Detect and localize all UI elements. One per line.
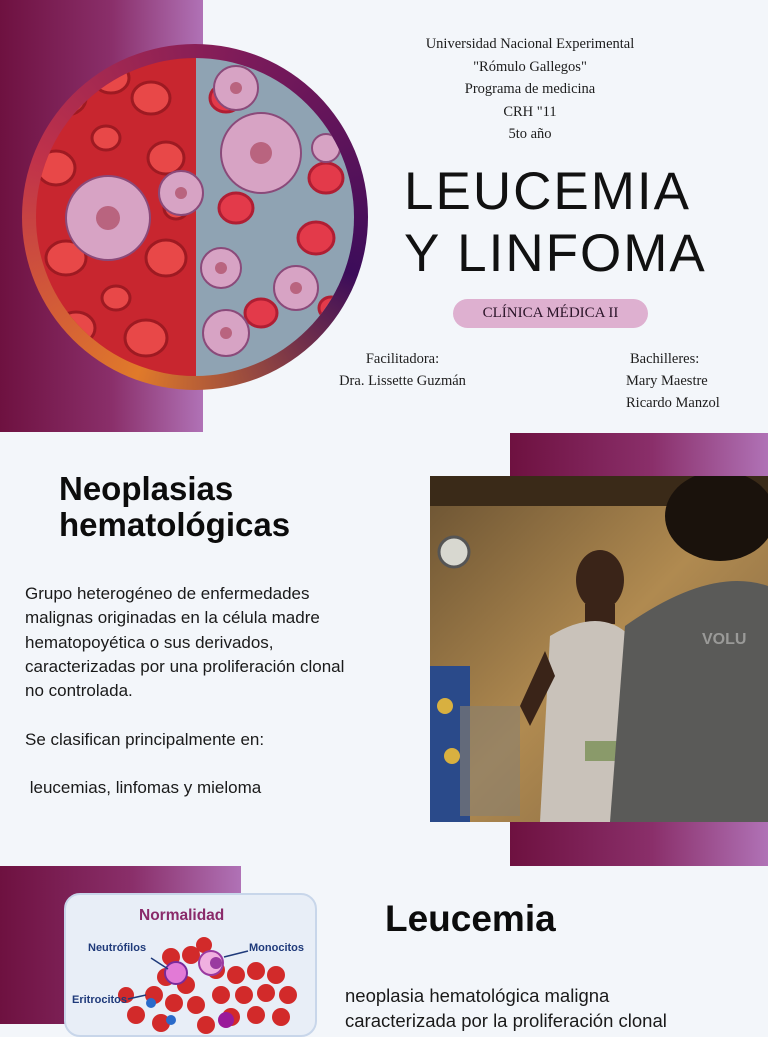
students-block: [626, 348, 756, 414]
blood-cells-illustration: [36, 58, 354, 376]
university-info: [370, 33, 690, 146]
volunteers-photo: [430, 476, 768, 822]
paragraph-line: caracterizadas por una proliferación clonal: [25, 656, 345, 676]
facilitator-name: Dra. Lissette Guzmán: [339, 373, 466, 389]
photo-svg: [430, 476, 768, 822]
section2-heading: [59, 471, 290, 543]
student-name: Ricardo Manzol: [626, 395, 720, 411]
section2-paragraph-2: Se clasifican principalmente en:: [25, 730, 265, 749]
university-line: Universidad Nacional Experimental: [425, 36, 635, 52]
paragraph-line: Grupo heterogéneo de enfermedades: [25, 584, 310, 603]
neutrophil-cell: [165, 962, 187, 984]
paragraph-line: malignas originadas en la célula madre: [25, 608, 320, 628]
diagram-cells-svg: [66, 895, 315, 1035]
heading-line: Neoplasias: [59, 470, 234, 507]
section3-heading: Leucemia: [385, 898, 556, 939]
title-line-2: Y LINFOMA: [404, 224, 707, 283]
university-line: CRH "11: [503, 103, 557, 120]
text-line: neoplasia hematológica maligna: [345, 985, 610, 1006]
section3-text: [345, 983, 768, 1033]
heading-line: hematológicas: [59, 506, 291, 543]
normality-diagram: [64, 893, 317, 1037]
facilitator-label: Facilitadora:: [365, 351, 440, 367]
paragraph-line: no controlada.: [25, 681, 133, 701]
section2-paragraph-1: [25, 582, 425, 703]
diagram-title: Normalidad: [139, 907, 225, 924]
blood-cells-svg: [36, 58, 354, 376]
label-neutrofilos: Neutrófilos: [88, 942, 147, 954]
paragraph-line: hematopoyética o sus derivados,: [25, 632, 274, 652]
label-monocitos: Monocitos: [249, 942, 304, 954]
title-line-1: LEUCEMIA: [404, 162, 691, 221]
university-line: Programa de medicina: [464, 81, 596, 97]
text-line: caracterizada por la proliferación clonal: [345, 1010, 667, 1031]
section2-paragraph-3: leucemias, linfomas y mieloma: [25, 778, 262, 797]
students-label: Bachilleres:: [630, 351, 700, 367]
wall-clock-icon: [439, 537, 469, 567]
subject-badge: CLÍNICA MÉDICA II: [453, 299, 648, 328]
university-line: 5to año: [508, 126, 552, 142]
label-eritrocitos: Eritrocitos: [72, 994, 128, 1006]
facilitator-block: [300, 348, 505, 392]
university-line: "Rómulo Gallegos": [473, 58, 587, 75]
lymphocyte-cell: [218, 1012, 234, 1028]
student-name: Mary Maestre: [626, 373, 708, 389]
shirt-text: VOLU: [702, 631, 747, 648]
